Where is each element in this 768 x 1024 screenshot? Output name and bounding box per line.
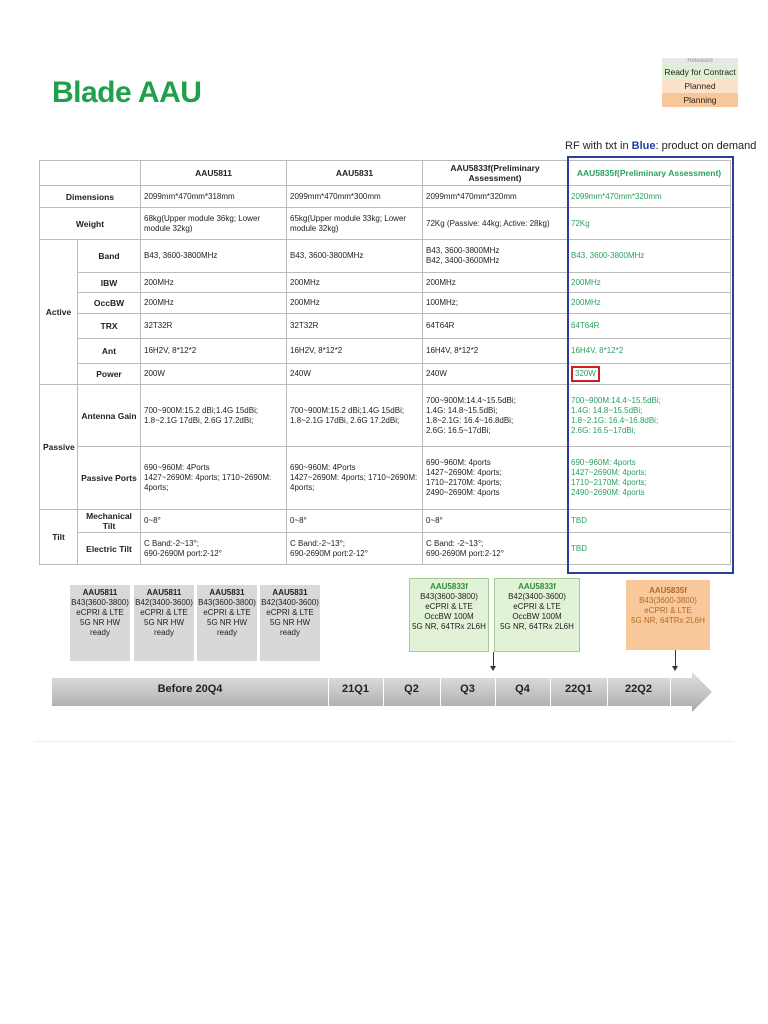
row-label-mechanical-tilt: Mechanical Tilt <box>78 510 141 533</box>
row-label-antenna-gain: Antenna Gain <box>78 385 141 447</box>
card-line: 5G NR HW <box>270 618 310 627</box>
cell-ant-aau5833f: 16H4V, 8*12*2 <box>423 339 568 364</box>
spec-table <box>39 160 731 565</box>
cell-power-aau5833f: 240W <box>423 364 568 385</box>
row-label-power: Power <box>78 364 141 385</box>
card-line: B42(3400-3600) <box>135 598 193 607</box>
cell-occbw-aau5835f: 200MHz <box>568 293 731 314</box>
cell-antenna-gain-aau5833f: 700~900M:14.4~15.5dBi; 1.4G: 14.8~15.5dBi; 1.8~2.1G: 16.4~16.8dBi; 2.6G: 16.5~17dBi; <box>423 385 568 447</box>
rf-note-suffix: : product on demand <box>655 140 757 152</box>
roadmap-card-aau5811-b43 <box>70 585 130 661</box>
card-title: AAU5831 <box>209 588 245 597</box>
card-line: eCPRI & LTE <box>425 602 473 611</box>
cell-elec-tilt-aau5835f: TBD <box>568 533 731 565</box>
status-planned: Planned <box>662 79 738 93</box>
page-title: Blade AAU <box>52 76 202 109</box>
roadmap-card-aau5833f-b43 <box>409 578 489 652</box>
roadmap-card-aau5831-b43 <box>197 585 257 661</box>
card-line: eCPRI & LTE <box>140 608 188 617</box>
card-line: 5G NR HW <box>80 618 120 627</box>
card-line: 5G NR, 64TRx 2L6H <box>631 616 705 625</box>
cell-trx-aau5831: 32T32R <box>287 314 423 339</box>
group-tilt: Tilt <box>40 510 78 565</box>
card-line: 5G NR, 64TRx 2L6H <box>500 622 574 631</box>
cell-ibw-aau5831: 200MHz <box>287 273 423 293</box>
row-label-dimensions: Dimensions <box>40 186 141 208</box>
status-planning: Planning <box>662 93 738 107</box>
card-line: B42(3400-3600) <box>261 598 319 607</box>
cell-power-aau5835f <box>568 364 731 385</box>
cell-antenna-gain-aau5831: 700~900M:15.2 dBi;1.4G 15dBi; 1.8~2.1G 17dBi, 2.6G 17.2dBi; <box>287 385 423 447</box>
roadmap-card-aau5831-b42 <box>260 585 320 661</box>
cell-occbw-aau5833f: 100MHz; <box>423 293 568 314</box>
cell-band-aau5831: B43, 3600-3800MHz <box>287 240 423 273</box>
row-label-trx: TRX <box>78 314 141 339</box>
card-line: eCPRI & LTE <box>644 606 692 615</box>
timeline-label-before-20q4: Before 20Q4 <box>157 683 223 695</box>
cell-trx-aau5811: 32T32R <box>141 314 287 339</box>
row-label-ibw: IBW <box>78 273 141 293</box>
row-label-weight: Weight <box>40 208 141 240</box>
card-line: 5G NR HW <box>207 618 247 627</box>
status-released: Released <box>662 58 738 65</box>
timeline-arrow <box>52 672 712 712</box>
group-passive: Passive <box>40 385 78 510</box>
timeline-label-q4: Q4 <box>515 683 530 695</box>
cell-passive-ports-aau5833f: 690~960M: 4ports 1427~2690M: 4ports; 1710~2170M: 4ports; 2490~2690M: 4ports <box>423 447 568 510</box>
row-label-passive-ports: Passive Ports <box>78 447 141 510</box>
card-line: ready <box>153 628 174 637</box>
cell-occbw-aau5811: 200MHz <box>141 293 287 314</box>
header-aau5833f: AAU5833f(Preliminary Assessment) <box>423 161 568 186</box>
roadmap-card-aau5835f <box>626 580 710 650</box>
card-title: AAU5831 <box>272 588 308 597</box>
cell-ant-aau5811: 16H2V, 8*12*2 <box>141 339 287 364</box>
row-label-electric-tilt: Electric Tilt <box>78 533 141 565</box>
header-aau5831: AAU5831 <box>287 161 423 186</box>
roadmap-card-aau5811-b42 <box>134 585 194 661</box>
card-line: B43(3600-3800) <box>198 598 256 607</box>
page-divider <box>34 741 734 742</box>
cell-dimensions-aau5833f: 2099mm*470mm*320mm <box>423 186 568 208</box>
timeline-label-q3: Q3 <box>460 683 475 695</box>
header-aau5835f: AAU5835f(Preliminary Assessment) <box>568 161 731 186</box>
cell-power-aau5811: 200W <box>141 364 287 385</box>
cell-weight-aau5831: 65kg(Upper module 33kg; Lower module 32kg) <box>287 208 423 240</box>
roadmap-card-aau5833f-b42 <box>494 578 580 652</box>
cell-mech-tilt-aau5831: 0~8° <box>287 510 423 533</box>
timeline-divider <box>670 678 671 708</box>
cell-passive-ports-aau5831: 690~960M: 4Ports 1427~2690M: 4ports; 1710~2690M: 4ports; <box>287 447 423 510</box>
card-line: eCPRI & LTE <box>203 608 251 617</box>
cell-power-aau5831: 240W <box>287 364 423 385</box>
cell-occbw-aau5831: 200MHz <box>287 293 423 314</box>
cell-elec-tilt-aau5833f: C Band: -2~13°; 690-2690M port:2-12° <box>423 533 568 565</box>
timeline-label-21q1: 21Q1 <box>342 683 369 695</box>
cell-ant-aau5835f: 16H4V, 8*12*2 <box>568 339 731 364</box>
group-active: Active <box>40 240 78 385</box>
cell-band-aau5833f: B43, 3600-3800MHz B42, 3400-3600MHz <box>423 240 568 273</box>
header-aau5811: AAU5811 <box>141 161 287 186</box>
rf-note-blue-word: Blue <box>631 140 656 152</box>
card-title: AAU5811 <box>146 588 182 597</box>
status-ready-for-contract: Ready for Contract <box>662 65 738 79</box>
card-line: B43(3600-3800) <box>639 596 697 605</box>
cell-ibw-aau5835f: 200MHz <box>568 273 731 293</box>
row-label-ant: Ant <box>78 339 141 364</box>
cell-elec-tilt-aau5831: C Band:-2~13°; 690-2690M port:2-12° <box>287 533 423 565</box>
row-label-band: Band <box>78 240 141 273</box>
card-line: ready <box>216 628 237 637</box>
cell-elec-tilt-aau5811: C Band:-2~13°; 690-2690M port:2-12° <box>141 533 287 565</box>
card-title: AAU5811 <box>82 588 118 597</box>
card-line: eCPRI & LTE <box>266 608 314 617</box>
rf-note-prefix: RF with txt in <box>565 140 632 152</box>
card-line: OccBW 100M <box>424 612 474 621</box>
connector-22q2-tip <box>672 666 678 671</box>
cell-ibw-aau5811: 200MHz <box>141 273 287 293</box>
card-title: AAU5835f <box>649 586 687 595</box>
status-legend <box>662 58 738 107</box>
cell-band-aau5811: B43, 3600-3800MHz <box>141 240 287 273</box>
rf-note <box>565 140 756 152</box>
card-title: AAU5833f <box>430 582 468 591</box>
timeline-label-22q2: 22Q2 <box>625 683 652 695</box>
cell-mech-tilt-aau5833f: 0~8° <box>423 510 568 533</box>
cell-dimensions-aau5831: 2099mm*470mm*300mm <box>287 186 423 208</box>
card-line: OccBW 100M <box>512 612 562 621</box>
cell-dimensions-aau5811: 2099mm*470mm*318mm <box>141 186 287 208</box>
card-line: ready <box>89 628 110 637</box>
header-blank <box>40 161 141 186</box>
card-line: eCPRI & LTE <box>513 602 561 611</box>
connector-q3 <box>493 652 494 666</box>
card-line: ready <box>279 628 300 637</box>
cell-ant-aau5831: 16H2V, 8*12*2 <box>287 339 423 364</box>
cell-dimensions-aau5835f: 2099mm*470mm*320mm <box>568 186 731 208</box>
cell-weight-aau5835f: 72Kg <box>568 208 731 240</box>
cell-weight-aau5833f: 72Kg (Passive: 44kg; Active: 28kg) <box>423 208 568 240</box>
cell-antenna-gain-aau5835f: 700~900M:14.4~15.5dBi; 1.4G: 14.8~15.5dBi; 1.8~2.1G: 16.4~16.8dBi; 2.6G: 16.5~17dBi; <box>568 385 731 447</box>
cell-mech-tilt-aau5811: 0~8° <box>141 510 287 533</box>
timeline-label-22q1: 22Q1 <box>565 683 592 695</box>
cell-ibw-aau5833f: 200MHz <box>423 273 568 293</box>
cell-band-aau5835f: B43, 3600-3800MHz <box>568 240 731 273</box>
connector-22q2 <box>675 650 676 666</box>
card-title: AAU5833f <box>518 582 556 591</box>
cell-trx-aau5835f: 64T64R <box>568 314 731 339</box>
connector-q3-tip <box>490 666 496 671</box>
cell-passive-ports-aau5835f: 690~960M: 4ports 1427~2690M: 4ports; 1710~2170M: 4ports; 2490~2690M: 4ports <box>568 447 731 510</box>
cell-weight-aau5811: 68kg(Upper module 36kg; Lower module 32kg) <box>141 208 287 240</box>
cell-mech-tilt-aau5835f: TBD <box>568 510 731 533</box>
card-line: B43(3600-3800) <box>71 598 129 607</box>
card-line: B42(3400-3600) <box>508 592 566 601</box>
card-line: 5G NR HW <box>144 618 184 627</box>
card-line: B43(3600-3800) <box>420 592 478 601</box>
cell-antenna-gain-aau5811: 700~900M:15.2 dBi;1.4G 15dBi; 1.8~2.1G 17dBi, 2.6G 17.2dBi; <box>141 385 287 447</box>
cell-passive-ports-aau5811: 690~960M: 4Ports 1427~2690M: 4ports; 1710~2690M: 4ports; <box>141 447 287 510</box>
row-label-occbw: OccBW <box>78 293 141 314</box>
timeline-label-q2: Q2 <box>404 683 419 695</box>
card-line: eCPRI & LTE <box>76 608 124 617</box>
cell-trx-aau5833f: 64T64R <box>423 314 568 339</box>
card-line: 5G NR, 64TRx 2L6H <box>412 622 486 631</box>
power-highlight-box: 320W <box>571 366 600 382</box>
